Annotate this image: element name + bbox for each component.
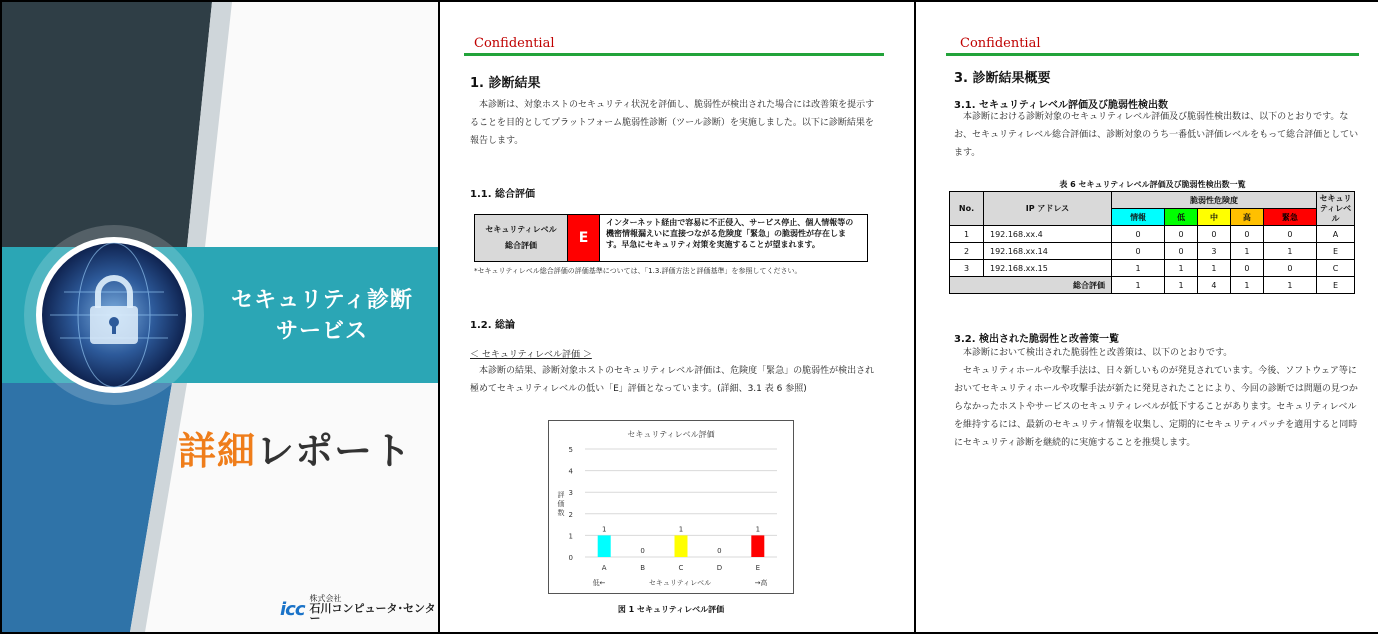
cover-page [2,2,440,632]
section-3-2-paragraph-2: セキュリティホールや攻撃手法は、日々新しいものが発見されています。今後、ソフトウェア等においてセキュリティホールや攻撃手法が新たに発見されたことにより、今回の診断では問題の見つからなかったホストやサービスのセキュリティレベルが低下することがあります。セキュリティレベルを維持するには、最新のセキュリティ情報を収集し、定期的にセキュリティパッチを適用すると同時にセキュリティ診断を継続的に実施することを推奨します。 [954,366,1358,448]
chart-data-label: 0 [717,547,722,555]
cell-level: C [1317,260,1355,277]
chart-y-tick-label: 2 [568,510,573,519]
header-rule [946,53,1359,56]
company-prefix: 株式会社 [309,594,342,603]
header-sev-urgent: 緊急 [1263,209,1316,226]
cell-count: 1 [1112,260,1165,277]
chart-x-tick-label: D [716,564,723,572]
cell-count: 3 [1198,243,1231,260]
service-title-line1: セキュリティ診断 [231,288,413,313]
cell-count: 0 [1112,243,1165,260]
cell-no: 3 [950,260,984,277]
report-title-highlight: 詳細 [178,429,257,473]
table-total-row [950,277,1355,294]
header-sev-low: 低 [1165,209,1198,226]
header-security-level: セキュリティレベル [1317,192,1355,226]
header-sev-medium: 中 [1198,209,1231,226]
chart-x-tick-label: A [601,564,607,572]
chart-x-axis-label: セキュリティレベル [648,579,712,587]
section-1-title: 1. 診断結果 [470,76,541,91]
chart-bar-C [675,535,688,557]
cell-no: 2 [950,243,984,260]
cell-level: E [1317,243,1355,260]
section-3-2-paragraph-1: 本診断において検出された脆弱性と改善策は、以下のとおりです。 [963,348,1233,358]
chart-title: セキュリティレベル評価 [627,430,715,439]
section-1-2-paragraph: 本診断の結果、診断対象ホストのセキュリティレベル評価は、危険度「緊急」の脆弱性が検出され極めてセキュリティレベルの低い「E」評価となっています。(詳細、3.1 表 6 参照) [470,366,875,394]
section-3-1-title: 3.1. セキュリティレベル評価及び脆弱性検出数 [954,100,1168,111]
header-rule [464,53,884,56]
total-label: 総合評価 [950,277,1112,294]
total-count: 1 [1112,277,1165,294]
section-3-1-paragraph: 本診断における診断対象のセキュリティレベル評価及び脆弱性検出数は、以下のとおりです。なお、セキュリティレベル総合評価は、診断対象のうち一番低い評価レベルをもって総合評価としています。 [954,112,1359,158]
chart-data-label: 1 [601,525,607,534]
header-ip-address: IP アドレス [984,192,1112,226]
confidential-header: Confidential [960,36,1041,51]
cell-count: 0 [1263,260,1316,277]
company-name-block [310,594,438,624]
cell-ip: 192.168.xx.14 [984,243,1112,260]
header-sev-info: 情報 [1112,209,1165,226]
overall-evaluation-box [474,214,868,262]
cell-count: 0 [1230,260,1263,277]
chart-svg [549,421,793,593]
report-title-rest: レポート [256,429,413,473]
cell-count: 0 [1198,226,1231,243]
chart-data-label: 1 [755,525,761,534]
cell-count: 0 [1112,226,1165,243]
chart-x-tick-label: B [640,564,646,572]
evaluation-label-line2: 総合評価 [505,241,537,250]
icc-logo-mark: icc [280,598,305,620]
report-title [178,420,412,475]
chart-x-tick-label: C [678,564,684,572]
company-logo [280,594,438,624]
security-level-chart [548,420,794,594]
evaluation-grade: E [568,215,600,261]
confidential-header: Confidential [474,36,555,51]
section-3-2-title: 3.2. 検出された脆弱性と改善策一覧 [954,334,1119,345]
cell-count: 0 [1165,226,1198,243]
cell-count: 1 [1165,260,1198,277]
evaluation-label-line1: セキュリティレベル [485,225,557,234]
chart-high-note: →高 [754,579,768,587]
evaluation-label [475,215,568,261]
security-level-subheading: ＜ セキュリティレベル評価 ＞ [470,350,592,360]
cell-ip: 192.168.xx.4 [984,226,1112,243]
cell-count: 1 [1263,243,1316,260]
chart-low-note: 低← [592,579,606,587]
cell-count: 0 [1263,226,1316,243]
table-6-caption: 表 6 セキュリティレベル評価及び脆弱性検出数一覧 [1059,180,1246,189]
chart-bar-E [751,535,764,557]
section-1-1-title: 1.1. 総合評価 [470,189,535,200]
chart-y-tick-label: 5 [568,446,573,454]
cell-count: 0 [1165,243,1198,260]
chart-y-tick-label: 3 [568,489,573,498]
chart-data-label: 1 [678,525,684,534]
section-3-title: 3. 診断結果概要 [954,71,1051,86]
cell-count: 0 [1230,226,1263,243]
cell-level: A [1317,226,1355,243]
header-severity: 脆弱性危険度 [1112,192,1317,209]
chart-data-label: 0 [640,547,645,555]
company-name: 石川コンピュータ･センター [309,602,436,625]
cell-count: 1 [1230,243,1263,260]
total-count: 4 [1198,277,1231,294]
report-page-2 [918,2,1378,632]
vulnerability-summary-table [949,191,1355,294]
chart-y-axis-label: 評価数 [557,491,565,517]
chart-y-tick-label: 4 [568,467,573,476]
service-title-line2: サービス [275,319,368,344]
header-sev-high: 高 [1230,209,1263,226]
total-count: 1 [1263,277,1316,294]
chart-y-tick-label: 0 [568,554,573,562]
total-count: 1 [1165,277,1198,294]
table-row [950,260,1355,277]
service-title [207,285,437,347]
chart-x-tick-label: E [755,564,761,572]
chart-bar-A [598,535,611,557]
report-page-1 [442,2,916,632]
cell-no: 1 [950,226,984,243]
section-1-paragraph: 本診断は、対象ホストのセキュリティ状況を評価し、脆弱性が検出された場合には改善策を提示することを目的としてプラットフォーム脆弱性診断（ツール診断）を実施しました。以下に診断結果を報告します。 [470,100,875,146]
cover-dark-band [2,2,212,247]
table-row [950,226,1355,243]
section-1-2-title: 1.2. 総論 [470,320,515,331]
header-no: No. [950,192,984,226]
evaluation-note: *セキュリティレベル総合評価の評価基準については、「1.3.評価方法と評価基準」を参照してください。 [474,267,802,275]
total-count: 1 [1230,277,1263,294]
figure-1-caption: 図 1 セキュリティレベル評価 [617,605,725,614]
cell-ip: 192.168.xx.15 [984,260,1112,277]
table-row [950,243,1355,260]
total-level: E [1317,277,1355,294]
chart-y-tick-label: 1 [568,532,573,541]
evaluation-description: インターネット経由で容易に不正侵入、サービス停止、個人情報等の機密情報漏えいに直接つながる危険度「緊急」の脆弱性が存在します。早急にセキュリティ対策を実施することが望まれます。 [606,218,854,249]
cell-count: 1 [1198,260,1231,277]
